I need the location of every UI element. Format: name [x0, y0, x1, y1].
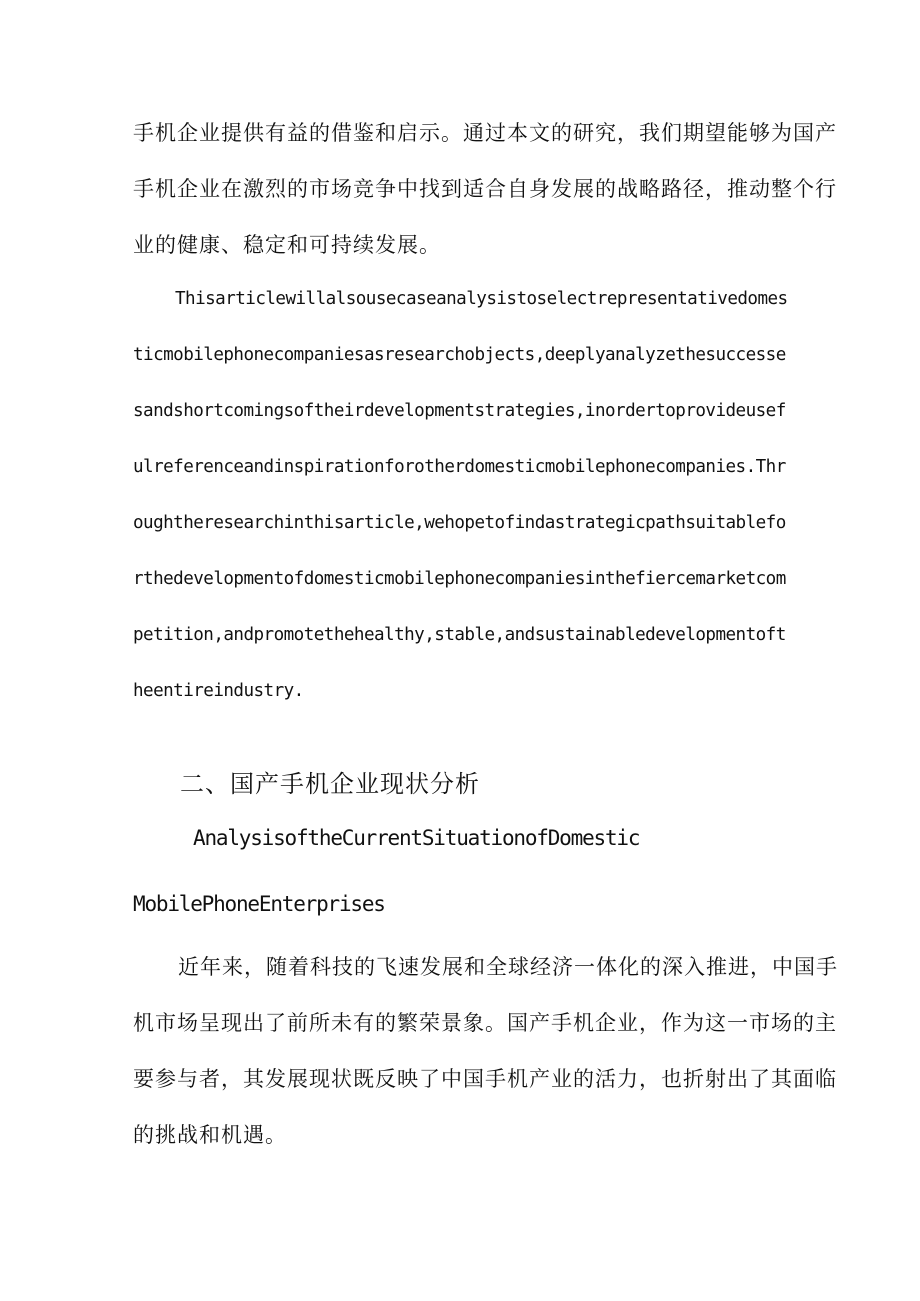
- paragraph-zh-2-line-2: 机市场呈现出了前所未有的繁荣景象。国产手机企业，作为这一市场的主: [133, 1011, 837, 1035]
- paragraph-zh-1-line-2: 手机企业在激烈的市场竞争中找到适合自身发展的战略路径，推动整个行: [133, 177, 837, 201]
- paragraph-en-1-line-5: oughtheresearchinthisarticle,wehopetofindastrategicpathsuitablefo: [133, 513, 786, 533]
- paragraph-zh-2-line-1: 近年来，随着科技的飞速发展和全球经济一体化的深入推进，中国手: [178, 955, 838, 979]
- section-heading-en-line-2: MobilePhoneEnterprises: [133, 892, 385, 916]
- paragraph-en-1-line-7: petition,andpromotethehealthy,stable,andsustainabledevelopmentoft: [133, 625, 786, 645]
- paragraph-zh-1-line-3: 业的健康、稳定和可持续发展。: [133, 233, 441, 257]
- paragraph-en-1-line-4: ulreferenceandinspirationforotherdomesticmobilephonecompanies.Thr: [133, 457, 786, 477]
- paragraph-en-1-line-8: heentireindustry.: [133, 681, 304, 701]
- paragraph-zh-2-line-3: 要参与者，其发展现状既反映了中国手机产业的活力，也折射出了其面临: [133, 1067, 837, 1091]
- paragraph-zh-1-line-1: 手机企业提供有益的借鉴和启示。通过本文的研究，我们期望能够为国产: [133, 121, 837, 145]
- paragraph-zh-2-line-4: 的挑战和机遇。: [133, 1123, 287, 1147]
- section-heading-zh: 二、国产手机企业现状分析: [180, 770, 480, 798]
- paragraph-en-1-line-3: sandshortcomingsoftheirdevelopmentstrategies,inordertoprovideusef: [133, 401, 786, 421]
- section-heading-en-line-1: AnalysisoftheCurrentSituationofDomestic: [193, 826, 640, 850]
- paragraph-en-1-line-6: rthedevelopmentofdomesticmobilephonecompaniesinthefiercemarketcom: [133, 569, 786, 589]
- paragraph-en-1-line-2: ticmobilephonecompaniesasresearchobjects,deeplyanalyzethesuccesse: [133, 345, 786, 365]
- paragraph-en-1-line-1: Thisarticlewillalsousecaseanalysistoselectrepresentativedomes: [175, 289, 788, 309]
